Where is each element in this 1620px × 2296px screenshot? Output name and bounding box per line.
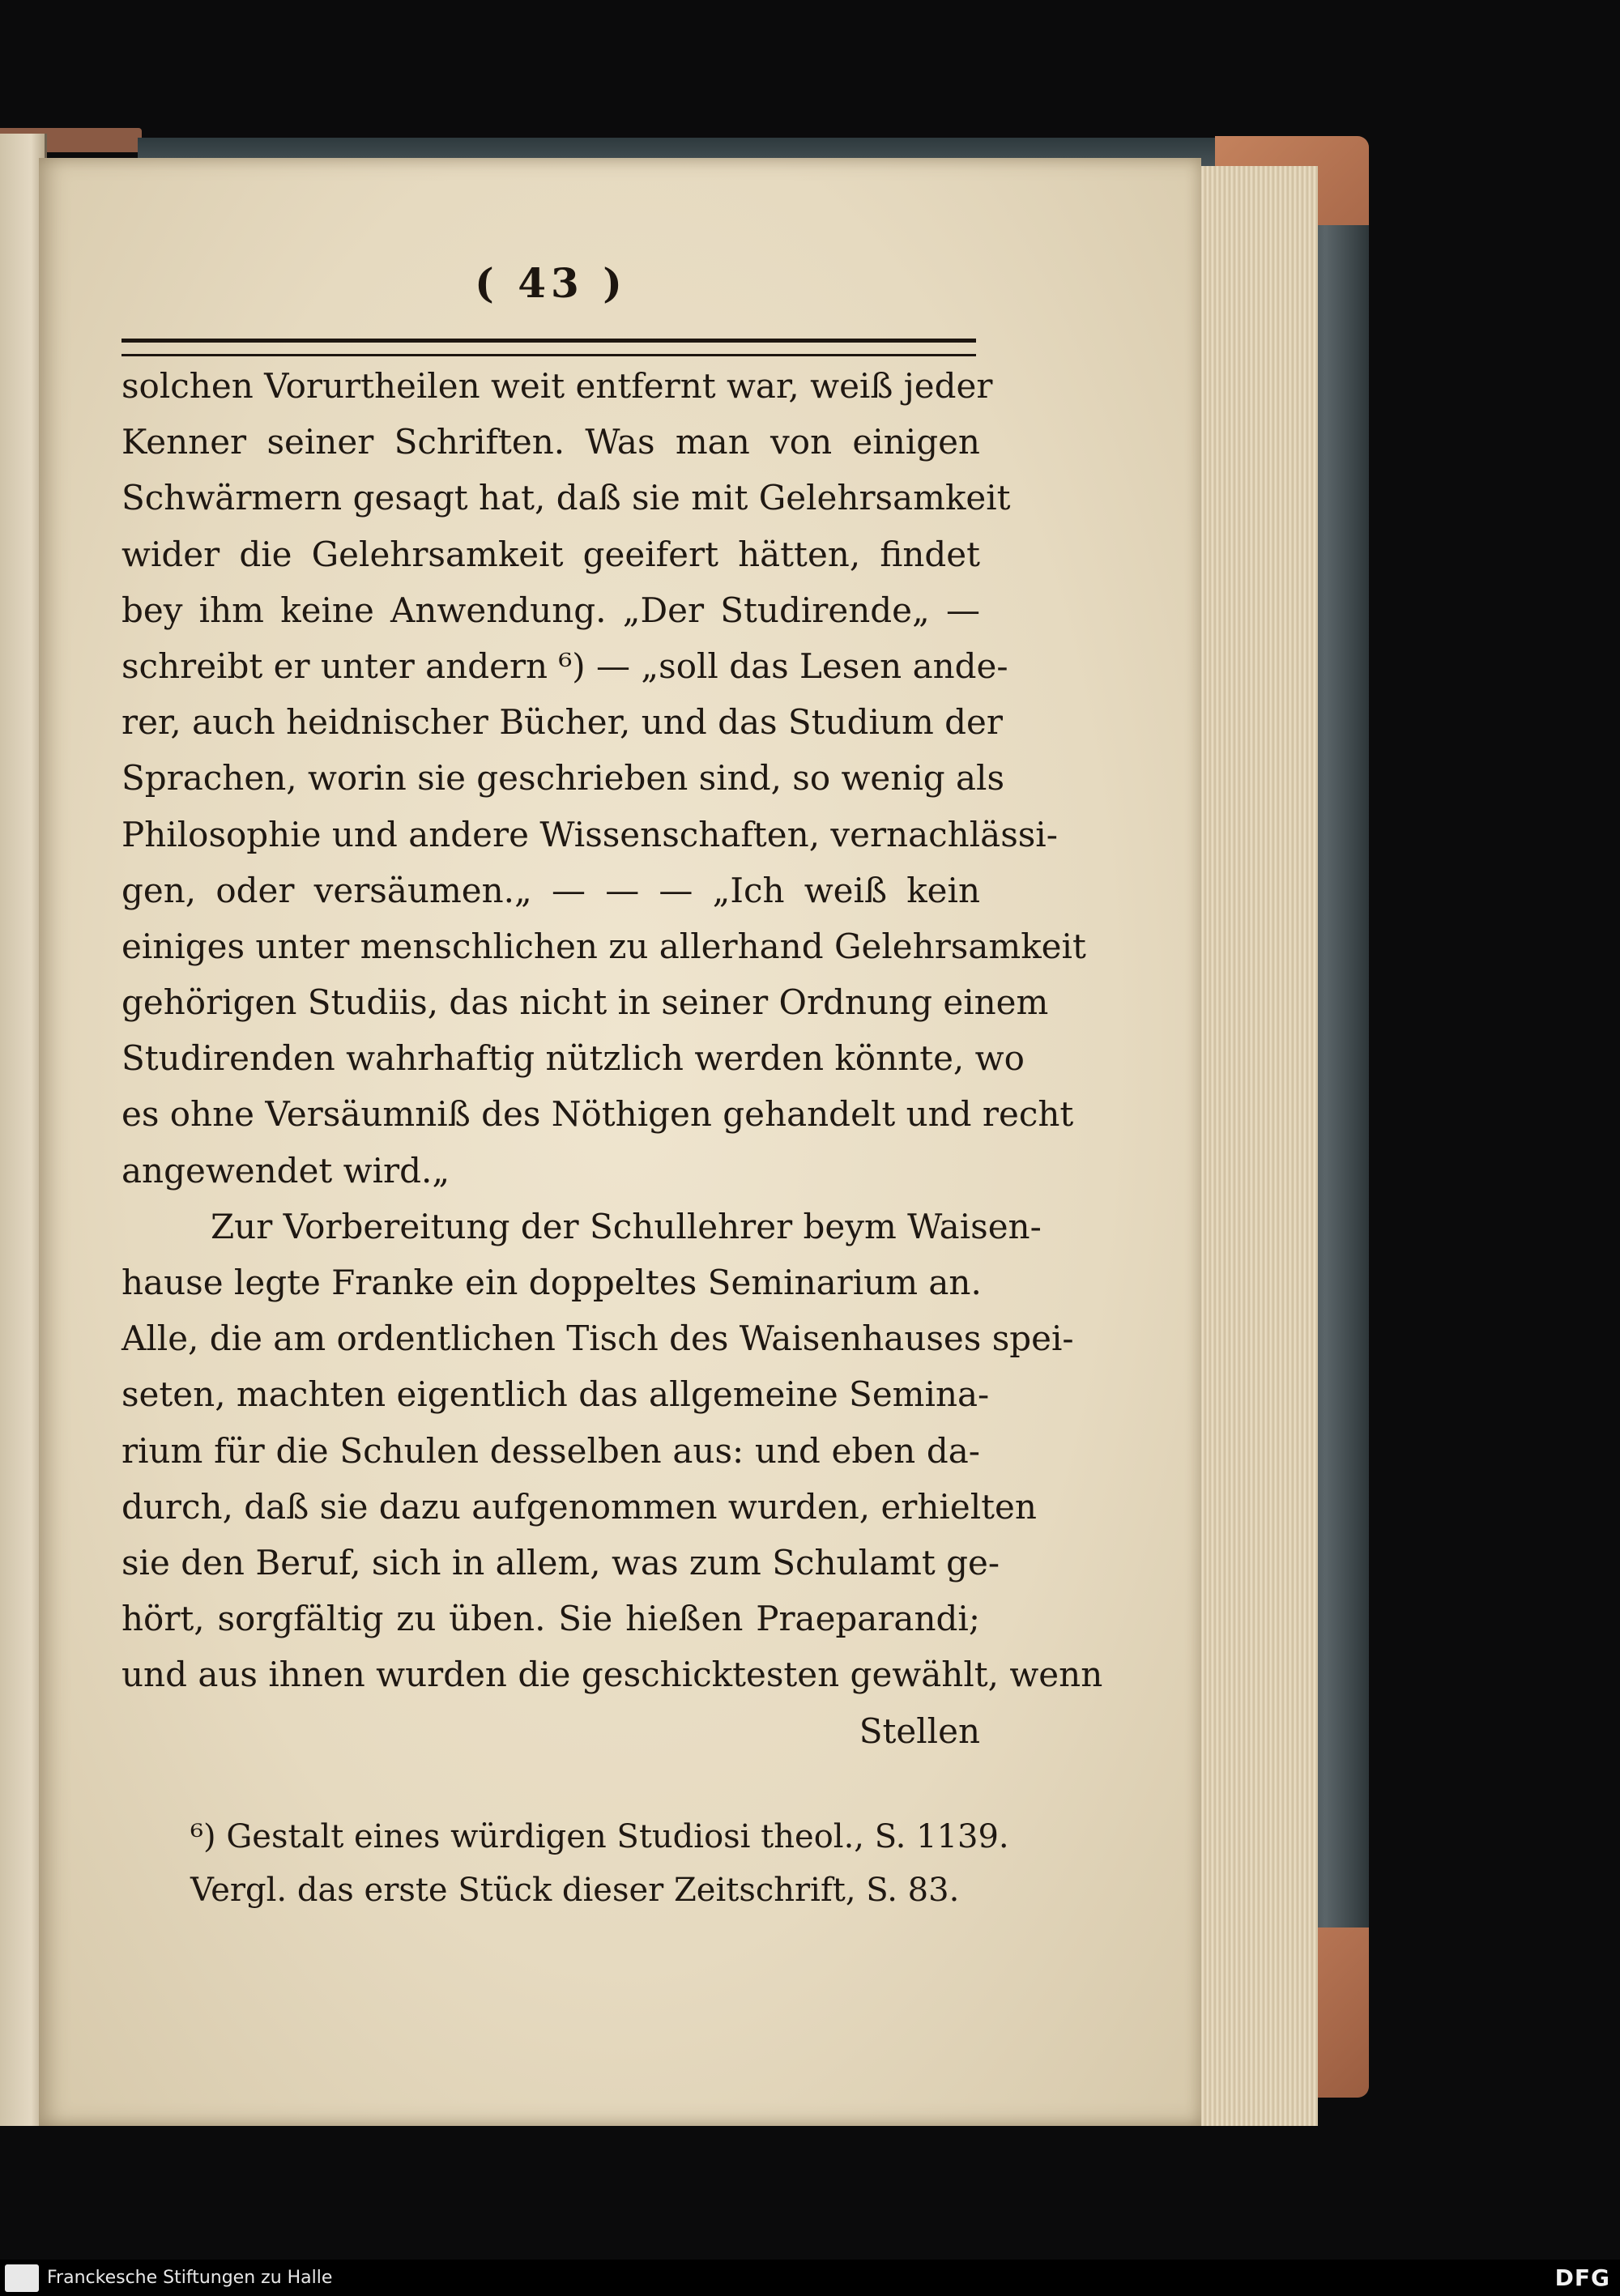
footnotes: [190, 1810, 1008, 1917]
text-line: durch, daß sie dazu aufgenommen wurden, erhielten: [122, 1486, 1037, 1527]
text-line: bey ihm keine Anwendung. „Der Studirende„ —: [122, 590, 980, 630]
text-line: gehörigen Studiis, das nicht in seiner Ordnung einem: [122, 982, 1049, 1023]
text-line: wider die Gelehrsamkeit geeifert hätten, findet: [122, 534, 980, 574]
text-line: und aus ihnen wurden die geschicktesten gewählt, wenn: [122, 1655, 1103, 1695]
text-line: Kenner seiner Schriften. Was man von einigen: [122, 422, 980, 462]
text-line: hause legte Franke ein doppeltes Seminarium an.: [122, 1263, 982, 1302]
institution-name: Franckesche Stiftungen zu Halle: [47, 2268, 333, 2288]
text-line: Alle, die am ordentlichen Tisch des Waisenhauses spei-: [122, 1318, 1074, 1359]
text-line: Philosophie und andere Wissenschaften, vernachlässi-: [122, 814, 1058, 854]
text-line: schreibt er unter andern ⁶) — „soll das Lesen ande-: [122, 645, 1008, 686]
page-number-header: ( 43 ): [475, 259, 627, 307]
text-line: Schwärmern gesagt hat, daß sie mit Gelehrsamkeit: [122, 478, 1011, 518]
text-line: seten, machten eigentlich das allgemeine Semina-: [122, 1374, 990, 1415]
header-rule: [122, 339, 976, 356]
text-line: es ohne Versäumniß des Nöthigen gehandelt und recht: [122, 1094, 1074, 1135]
text-line: rium für die Schulen desselben aus: und eben da-: [122, 1430, 980, 1471]
text-line: hört, sorgfältig zu üben. Sie hießen Praeparandi;: [122, 1599, 980, 1639]
text-line: solchen Vorurtheilen weit entfernt war, weiß jeder: [122, 366, 993, 406]
catchword: Stellen: [859, 1710, 980, 1751]
footnote-line: Vergl. das erste Stück dieser Zeitschrift, S. 83.: [190, 1872, 960, 1909]
text-line: einiges unter menschlichen zu allerhand Gelehrsamkeit: [122, 926, 1086, 966]
text-line: gen, oder versäumen.„ — — — „Ich weiß kein: [122, 870, 980, 910]
text-line: Sprachen, worin sie geschrieben sind, so wenig als: [122, 758, 1005, 799]
institution-logo-icon: [5, 2264, 39, 2292]
footnote-line: ⁶) Gestalt eines würdigen Studiosi theol., S. 1139.: [190, 1818, 1009, 1855]
text-line: sie den Beruf, sich in allem, was zum Schulamt ge-: [122, 1542, 1000, 1582]
text-line: rer, auch heidnischer Bücher, und das Studium der: [122, 702, 1003, 743]
page-edges: [1187, 166, 1318, 2126]
dfg-logo: DFG: [1554, 2264, 1610, 2291]
body-text: [122, 358, 1103, 1759]
text-line: angewendet wird.„: [122, 1150, 450, 1191]
text-line: Zur Vorbereitung der Schullehrer beym Waisen-: [211, 1206, 1042, 1246]
text-line: Studirenden wahrhaftig nützlich werden könnte, wo: [122, 1038, 1025, 1079]
